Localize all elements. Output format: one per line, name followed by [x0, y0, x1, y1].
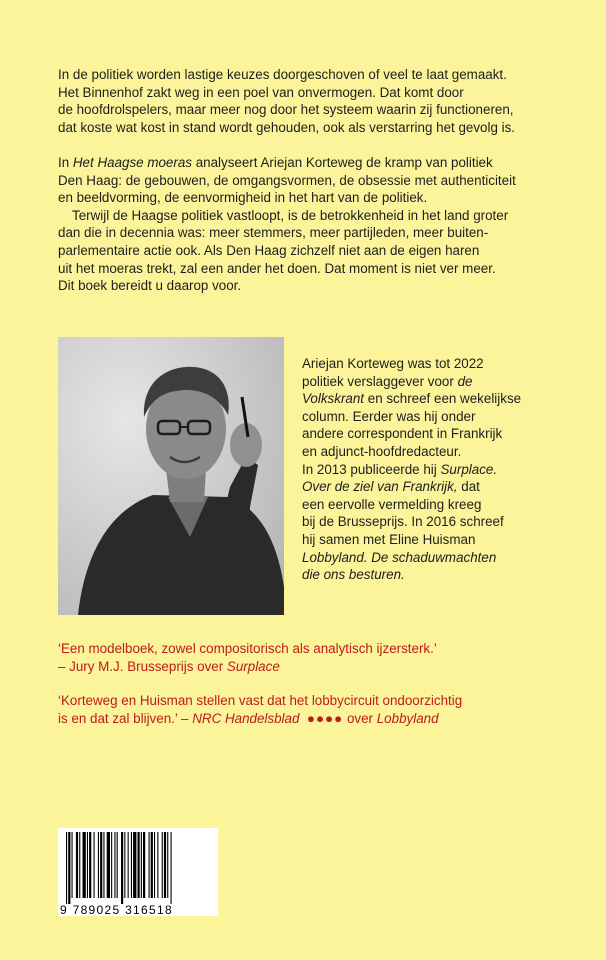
barcode-bar — [107, 832, 110, 898]
rating-dots: ●●●● — [306, 710, 344, 726]
bio-italic: Volkskrant — [302, 391, 365, 407]
barcode-bar — [157, 832, 158, 898]
quote-text: over — [343, 710, 377, 726]
barcode-bar — [66, 832, 67, 904]
review-quote-1 — [58, 640, 437, 675]
blurb-paragraph-2 — [58, 154, 558, 207]
blurb-line: Terwijl de Haagse politiek vastloopt, is de betrokkenheid in het land groter — [72, 207, 509, 223]
blurb-line: dan die in decennia was: meer stemmers, meer partijleden, meer buiten- — [58, 225, 489, 241]
bio-line — [302, 549, 521, 567]
barcode-bar — [128, 832, 129, 898]
bio-line: column. Eerder was hij onder — [302, 408, 476, 424]
bio-italic: Over de ziel van Frankrijk, — [302, 479, 458, 495]
barcode-bar — [89, 832, 91, 898]
barcode-bar — [149, 832, 150, 898]
blurb-line — [58, 154, 558, 172]
bio-line: andere correspondent in Frankrijk — [302, 426, 503, 442]
barcode-bar — [79, 832, 80, 898]
quote-line — [58, 710, 462, 728]
bio-line — [302, 478, 521, 496]
bio-line: hij samen met Eline Huisman — [302, 531, 476, 547]
barcode-bar — [124, 832, 125, 898]
isbn-number: 9 789025 316518 — [60, 903, 173, 917]
bio-line — [302, 373, 521, 391]
barcode-bar — [68, 832, 70, 904]
quote-attribution: – Jury M.J. Brusseprijs over — [58, 658, 227, 674]
quote-line — [58, 658, 437, 676]
barcode-bar — [164, 832, 166, 898]
bio-line: een eervolle vermelding kreeg — [302, 496, 482, 512]
bio-text: dat — [457, 479, 480, 495]
bio-line: en adjunct-hoofdredacteur. — [302, 443, 462, 459]
bio-line — [302, 390, 521, 408]
barcode-bar — [121, 832, 123, 904]
quote-book-title: Surplace — [226, 658, 280, 674]
barcode-bar — [117, 832, 118, 898]
bio-line — [302, 461, 521, 479]
barcode-bar — [141, 832, 142, 898]
barcode-bar — [131, 832, 132, 898]
review-quote-2 — [58, 692, 462, 727]
quote-line: ‘Een modelboek, zowel compositorisch als analytisch ijzersterk.’ — [58, 641, 437, 656]
blurb-paragraph-3 — [58, 207, 558, 295]
barcode-bar — [133, 832, 136, 898]
quote-line: ‘Korteweg en Huisman stellen vast dat het lobbycircuit ondoorzichtig — [58, 693, 463, 708]
barcode-bar — [100, 832, 102, 898]
bio-italic: de — [457, 373, 473, 389]
quote-book-title: Lobbyland — [376, 710, 439, 726]
author-photo — [58, 337, 284, 615]
blurb-line: Dit boek bereidt u daarop voor. — [58, 278, 242, 294]
barcode-bar — [76, 832, 78, 898]
quote-attribution: is en dat zal blijven.’ – — [58, 710, 193, 726]
bio-text: In 2013 publiceerde hij — [302, 461, 441, 477]
bio-text: politiek verslaggever voor — [302, 373, 458, 389]
barcode-bar — [138, 832, 140, 898]
barcode-bar — [103, 832, 104, 898]
barcode-bar — [151, 832, 153, 898]
blurb-paragraph-1 — [58, 66, 558, 136]
bio-line: Ariejan Korteweg was tot 2022 — [302, 356, 484, 371]
blurb-text: analyseert Ariejan Korteweg de kramp van politiek — [191, 155, 493, 170]
bio-italic: Lobbyland. De schaduwmachten — [302, 549, 497, 565]
barcode-bar — [171, 832, 172, 904]
barcode-bar — [114, 832, 115, 898]
barcode-bar — [98, 832, 99, 898]
bio-italic: Surplace. — [440, 461, 498, 477]
blurb-line: uit het moeras trekt, zal een ander het doen. Dat moment is niet ver meer. — [58, 260, 496, 276]
blurb-text: In — [58, 155, 73, 170]
bio-text: en schreef een wekelijkse — [364, 391, 522, 407]
blurb-line: In de politiek worden lastige keuzes doorgeschoven of veel te laat gemaakt. — [58, 67, 507, 82]
barcode-bar — [87, 832, 88, 898]
barcode-bar — [111, 832, 112, 898]
blurb-line: en beeldvorming, de eenvormigheid in het hart van de politiek. — [58, 190, 428, 206]
author-bio — [302, 355, 521, 584]
barcode-bar — [83, 832, 86, 898]
barcode-bar — [143, 832, 145, 898]
barcode-bar — [94, 832, 95, 898]
quote-source: NRC Handelsblad — [192, 710, 300, 726]
bio-italic: die ons besturen. — [302, 567, 405, 583]
barcode-bar — [167, 832, 168, 898]
book-title: Het Haagse moeras — [72, 155, 192, 170]
bio-line: bij de Brusseprijs. In 2016 schreef — [302, 514, 504, 530]
bio-line — [302, 566, 521, 584]
barcode-bar — [162, 832, 163, 898]
barcode-bar — [154, 832, 155, 898]
blurb-line: de hoofdrolspelers, maar meer nog door het systeem waarin zij functioneren, — [58, 102, 514, 118]
blurb-line: dat koste wat kost in stand wordt gehouden, ook als verstarring het gevolg is. — [58, 119, 516, 135]
blurb-line: parlementaire actie ook. Als Den Haag zichzelf niet aan de eigen haren — [58, 242, 480, 258]
barcode-bar — [72, 832, 73, 898]
blurb-line: Het Binnenhof zakt weg in een poel van onvermogen. Dat komt door — [58, 84, 464, 100]
blurb-line: Den Haag: de gebouwen, de omgangsvormen, de obsessie met authenticiteit — [58, 172, 516, 188]
